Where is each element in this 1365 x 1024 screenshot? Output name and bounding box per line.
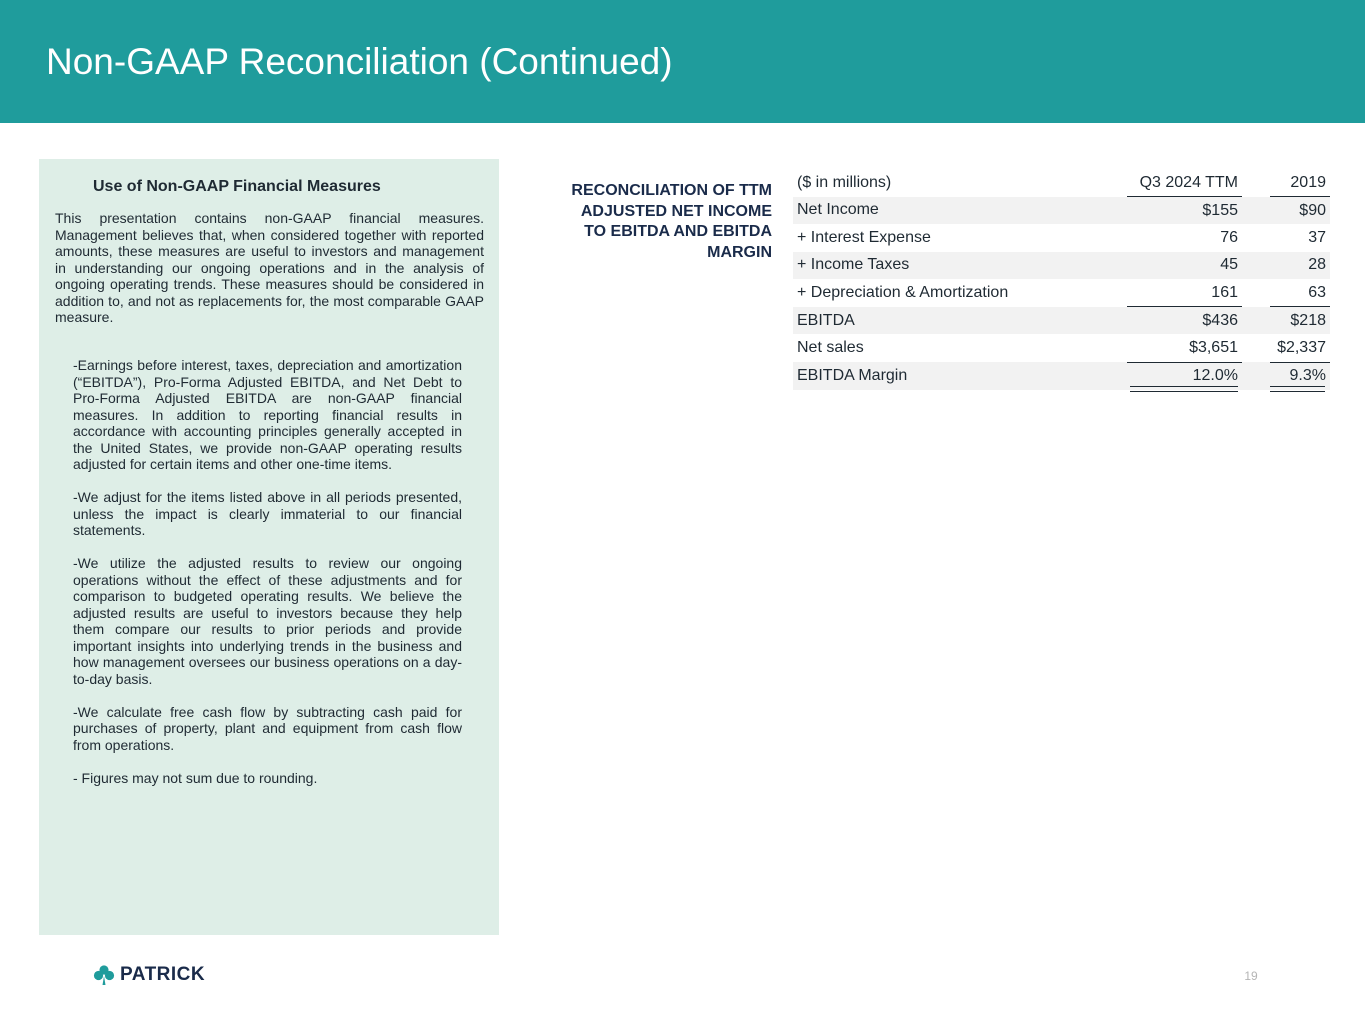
table-row [793, 252, 1330, 279]
panel-intro-text: This presentation contains non-GAAP financial measures. Management believes that, when considered together with reported amounts, these measures are useful to investors and management in understanding our ongoing operations and in the analysis of ongoing operating trends. These measures should be considered in addition to, and not as replacements for, the most comparable GAAP measure. [55, 210, 484, 325]
row-label: EBITDA Margin [793, 362, 1127, 390]
page-number: 19 [1244, 969, 1258, 983]
double-underline [1270, 386, 1325, 392]
shamrock-icon [93, 964, 115, 986]
row-col1: 45 [1127, 252, 1242, 279]
double-underline [1130, 386, 1238, 392]
row-col1: $436 [1127, 307, 1242, 335]
header-bar [0, 0, 1365, 123]
row-col2: 28 [1270, 252, 1330, 279]
row-label: Net Income [793, 197, 1127, 225]
row-col1: 161 [1127, 279, 1242, 307]
bullet-item: -We calculate free cash flow by subtracting cash paid for purchases of property, plant and equipment from cash flow from operations. [73, 703, 462, 753]
logo-text: PATRICK [120, 964, 206, 985]
row-label: Net sales [797, 339, 864, 357]
table-header-row [793, 170, 1330, 197]
table-row [793, 334, 1330, 362]
col1-header: Q3 2024 TTM [1127, 170, 1242, 197]
row-label: EBITDA [793, 307, 1127, 335]
reconciliation-table [793, 170, 1330, 390]
bullet-item: -We utilize the adjusted results to review our ongoing operations without the effect of these adjustments and for comparison to budgeted operating results. We believe the adjusted results are useful to investors because they help them compare our results to prior periods and provide important insights into underlying trends in the business and how management oversees our business operations on a day-to-day basis. [73, 555, 462, 687]
bullet-item: -We adjust for the items listed above in all periods presented, unless the impact is clearly immaterial to our financial statements. [73, 489, 462, 538]
non-gaap-info-panel [39, 159, 499, 935]
company-logo [93, 963, 205, 987]
row-col1: 12.0% [1127, 362, 1242, 390]
page-title: Non-GAAP Reconciliation (Continued) [46, 41, 673, 82]
table-row [793, 307, 1330, 335]
row-col2: 63 [1270, 279, 1330, 307]
bullet-list [73, 357, 462, 803]
row-col2: 37 [1308, 228, 1326, 246]
row-label: + Depreciation & Amortization [797, 283, 1009, 301]
row-col1: $155 [1127, 197, 1242, 225]
reconciliation-heading: RECONCILIATION OF TTM ADJUSTED NET INCOME TO EBITDA AND EBITDA MARGIN [571, 182, 772, 261]
bullet-item: -Earnings before interest, taxes, depreciation and amortization (“EBITDA”), Pro-Forma Adjusted EBITDA, and Net Debt to Pro-Forma Adjusted EBITDA are non-GAAP financial measures. In addition to reporting financial results in accordance with accounting principles generally accepted in the United States, we provide non-GAAP operating results adjusted for certain items and other one-time items. [73, 357, 462, 472]
panel-heading: Use of Non-GAAP Financial Measures [93, 178, 381, 195]
table-row [793, 279, 1330, 307]
table-row [793, 224, 1330, 251]
row-col1: $3,651 [1127, 334, 1242, 362]
units-label: ($ in millions) [797, 174, 892, 192]
row-label: + Interest Expense [797, 228, 931, 246]
row-col2: $218 [1270, 307, 1330, 335]
row-col2: $90 [1270, 197, 1330, 225]
bullet-item: - Figures may not sum due to rounding. [73, 769, 318, 786]
row-col2: 9.3% [1270, 362, 1330, 390]
row-label: + Income Taxes [793, 252, 1127, 279]
table-row [793, 362, 1330, 390]
table-row [793, 197, 1330, 225]
row-col1: 76 [1220, 228, 1238, 246]
col2-header: 2019 [1270, 170, 1330, 197]
row-col2: $2,337 [1270, 334, 1330, 362]
